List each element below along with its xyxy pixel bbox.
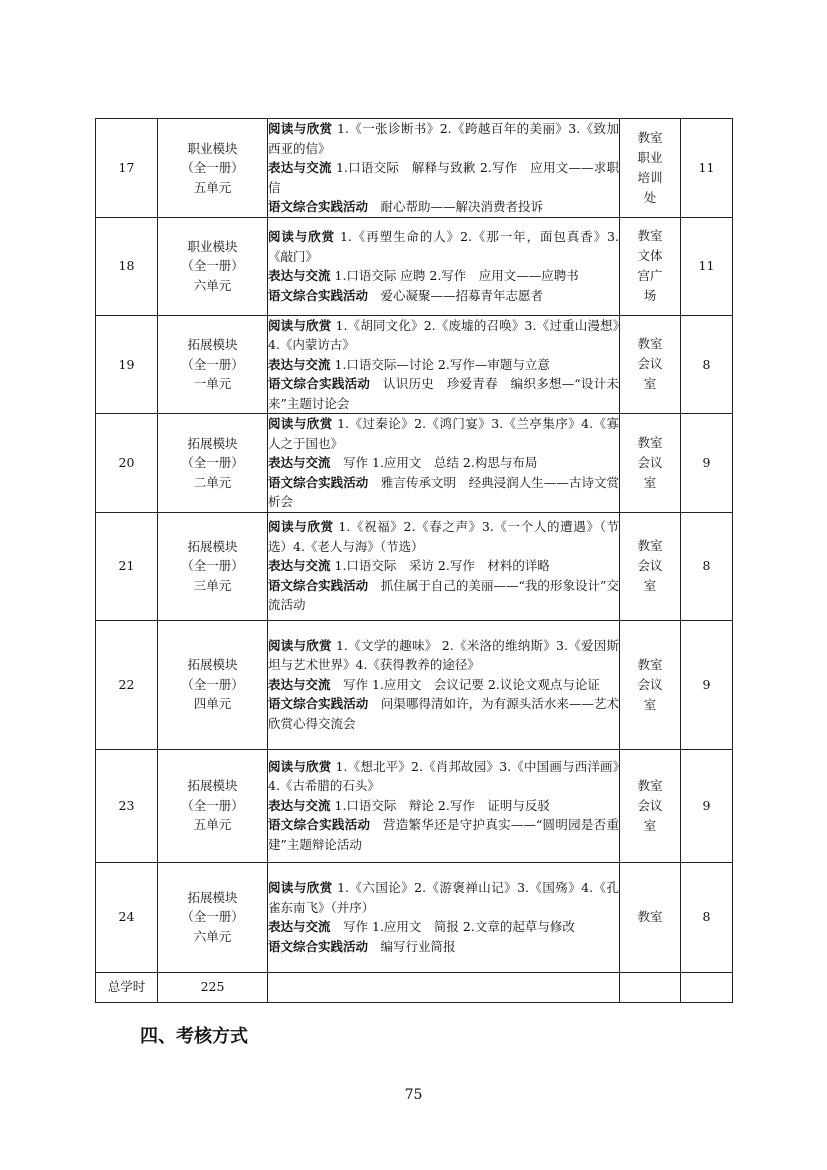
module-volume: （全一册） <box>181 160 244 175</box>
content-cell <box>268 749 620 862</box>
place-cell <box>620 315 681 414</box>
expression-label: 表达与交流 <box>268 797 331 813</box>
practice-text: 问渠哪得清如许，为有源头活水来——艺术欣赏心得交流会 <box>268 696 619 731</box>
table-row <box>96 414 733 513</box>
reading-label: 阅读与欣赏 <box>268 229 336 244</box>
module-unit: 五单元 <box>193 179 232 195</box>
module-name: 职业模块 <box>187 140 238 156</box>
reading-label: 阅读与欣赏 <box>268 519 334 535</box>
hours-cell: 11 <box>681 119 733 218</box>
practice-text: 认识历史 珍爱青春 编织多想—“设计未来”主题讨论会 <box>268 376 619 411</box>
module-volume: （全一册） <box>181 356 244 372</box>
module-cell <box>158 749 268 862</box>
hours-cell: 9 <box>681 749 733 862</box>
place-text: 教室 <box>637 909 663 924</box>
place-text: 教室文体宫广场 <box>637 228 663 303</box>
module-cell <box>158 315 268 414</box>
content-cell <box>268 620 620 749</box>
practice-label: 语文综合实践活动 <box>268 938 369 954</box>
reading-label: 阅读与欣赏 <box>268 416 333 431</box>
reading-text: 1.《文学的趣味》 2.《米洛的维纳斯》3.《爱因斯坦与艺术世界》4.《获得教养的途径》 <box>268 637 619 673</box>
expression-label: 表达与交流 <box>268 268 331 283</box>
practice-text: 爱心凝聚——招募青年志愿者 <box>368 287 544 303</box>
expression-text: 写作 1.应用文 总结 2.构思与布局 <box>330 455 538 470</box>
practice-text: 营造繁华还是守护真实——“圆明园是否重建”主题辩论活动 <box>268 817 619 852</box>
module-volume: （全一册） <box>181 909 244 925</box>
table-row <box>96 315 733 414</box>
module-name: 拓展模块 <box>187 889 238 905</box>
hours-cell: 9 <box>681 620 733 749</box>
module-unit: 五单元 <box>193 817 232 833</box>
empty-cell <box>681 972 733 1002</box>
expression-text: 写作 1.应用文 简报 2.文章的起草与修改 <box>330 919 575 934</box>
reading-text: 1.《想北平》2.《肖邦故园》3.《中国画与西洋画》4.《古希腊的石头》 <box>268 758 619 794</box>
practice-label: 语文综合实践活动 <box>268 199 369 214</box>
place-cell <box>620 620 681 749</box>
content-cell <box>268 862 620 972</box>
expression-text: 1.口语交际 解释与致歉 2.写作 应用文——求职信 <box>268 160 619 195</box>
expression-label: 表达与交流 <box>268 455 331 470</box>
row-number: 18 <box>96 217 158 315</box>
module-unit: 二单元 <box>193 474 232 490</box>
module-name: 拓展模块 <box>187 435 238 451</box>
place-cell <box>620 862 681 972</box>
table-row <box>96 119 733 218</box>
practice-label: 语文综合实践活动 <box>268 696 369 712</box>
place-cell <box>620 217 681 315</box>
module-unit: 四单元 <box>193 696 232 712</box>
module-cell <box>158 217 268 315</box>
expression-text: 1.口语交际 采访 2.写作 材料的详略 <box>330 558 550 574</box>
practice-label: 语文综合实践活动 <box>268 474 369 490</box>
practice-text: 耐心帮助——解决消费者投诉 <box>368 199 544 214</box>
table-row <box>96 749 733 862</box>
module-cell <box>158 414 268 513</box>
practice-text: 雅言传承文明 经典浸润人生——古诗文赏析会 <box>268 474 619 509</box>
module-cell <box>158 119 268 218</box>
row-number: 17 <box>96 119 158 218</box>
expression-text: 1.口语交际—讨论 2.写作—审题与立意 <box>330 356 550 372</box>
practice-label: 语文综合实践活动 <box>268 376 371 391</box>
expression-text: 1.口语交际 应聘 2.写作 应用文——应聘书 <box>330 268 579 283</box>
module-volume: （全一册） <box>181 797 244 813</box>
row-number: 19 <box>96 315 158 414</box>
module-name: 拓展模块 <box>187 538 238 554</box>
reading-text: 1.《过秦论》2.《鸿门宴》3.《兰亭集序》4.《寡人之于国也》 <box>268 416 619 451</box>
expression-label: 表达与交流 <box>268 356 331 372</box>
reading-label: 阅读与欣赏 <box>268 317 332 333</box>
module-name: 拓展模块 <box>187 337 238 352</box>
total-row <box>96 972 733 1002</box>
empty-cell <box>268 972 620 1002</box>
place-text: 教室会议室 <box>637 656 663 712</box>
reading-text: 1.《六国论》2.《游褒禅山记》3.《国殇》4.《孔雀东南飞》（并序） <box>268 880 619 915</box>
module-volume: （全一册） <box>181 258 244 274</box>
module-unit: 一单元 <box>193 376 232 391</box>
module-cell <box>158 512 268 620</box>
hours-cell: 9 <box>681 414 733 513</box>
expression-text: 1.口语交际 辩论 2.写作 证明与反驳 <box>330 797 550 813</box>
practice-label: 语文综合实践活动 <box>268 577 369 593</box>
hours-cell: 11 <box>681 217 733 315</box>
table-row <box>96 862 733 972</box>
reading-label: 阅读与欣赏 <box>268 880 333 895</box>
module-volume: （全一册） <box>181 558 244 574</box>
module-name: 拓展模块 <box>187 778 238 794</box>
row-number: 22 <box>96 620 158 749</box>
expression-label: 表达与交流 <box>268 160 332 175</box>
module-cell <box>158 620 268 749</box>
content-cell <box>268 217 620 315</box>
content-cell <box>268 414 620 513</box>
row-number: 20 <box>96 414 158 513</box>
place-cell <box>620 414 681 513</box>
module-volume: （全一册） <box>181 676 244 692</box>
page-number: 75 <box>404 1087 423 1103</box>
reading-text: 1.《祝福》2.《春之声》3.《一个人的遭遇》（节选）4.《老人与海》（节选） <box>268 519 619 554</box>
curriculum-table <box>95 118 733 1003</box>
place-text: 教室会议室 <box>637 777 663 833</box>
row-number: 23 <box>96 749 158 862</box>
table-row <box>96 217 733 315</box>
total-value: 225 <box>158 972 268 1002</box>
curriculum-table-body <box>96 119 733 1003</box>
module-cell <box>158 862 268 972</box>
module-unit: 三单元 <box>193 577 232 593</box>
place-text: 教室职业培训处 <box>637 129 663 205</box>
expression-text: 写作 1.应用文 会议记要 2.议论文观点与论证 <box>330 676 600 692</box>
place-text: 教室会议室 <box>637 434 663 490</box>
row-number: 24 <box>96 862 158 972</box>
module-unit: 六单元 <box>193 928 232 944</box>
row-number: 21 <box>96 512 158 620</box>
empty-cell <box>620 972 681 1002</box>
module-unit: 六单元 <box>193 277 232 293</box>
place-cell <box>620 119 681 218</box>
practice-label: 语文综合实践活动 <box>268 817 371 833</box>
hours-cell: 8 <box>681 315 733 414</box>
practice-label: 语文综合实践活动 <box>268 287 369 303</box>
module-name: 职业模块 <box>187 238 238 254</box>
reading-text: 1.《胡同文化》2.《废墟的召唤》3.《过重山漫想》4.《内蒙访古》 <box>268 317 619 352</box>
place-cell <box>620 512 681 620</box>
reading-label: 阅读与欣赏 <box>268 637 332 653</box>
place-text: 教室会议室 <box>637 336 663 392</box>
section-title: 四、考核方式 <box>140 1026 248 1047</box>
hours-cell: 8 <box>681 512 733 620</box>
reading-text: 1.《一张诊断书》2.《跨越百年的美丽》3.《致加西亚的信》 <box>268 121 619 156</box>
table-row <box>96 512 733 620</box>
expression-label: 表达与交流 <box>268 676 331 692</box>
content-cell <box>268 315 620 414</box>
expression-label: 表达与交流 <box>268 919 331 934</box>
module-volume: （全一册） <box>181 455 244 470</box>
content-cell <box>268 512 620 620</box>
practice-text: 编写行业简报 <box>368 938 456 954</box>
place-cell <box>620 749 681 862</box>
practice-text: 抓住属于自己的美丽——“我的形象设计”交流活动 <box>268 577 619 613</box>
reading-label: 阅读与欣赏 <box>268 121 333 136</box>
module-name: 拓展模块 <box>187 657 238 673</box>
place-text: 教室会议室 <box>637 538 663 593</box>
expression-label: 表达与交流 <box>268 558 331 574</box>
table-row <box>96 620 733 749</box>
hours-cell: 8 <box>681 862 733 972</box>
content-cell <box>268 119 620 218</box>
reading-label: 阅读与欣赏 <box>268 758 332 774</box>
total-label: 总学时 <box>96 972 158 1002</box>
reading-text: 1.《再塑生命的人》2.《那一年，面包真香》3.《敲门》 <box>268 229 619 264</box>
